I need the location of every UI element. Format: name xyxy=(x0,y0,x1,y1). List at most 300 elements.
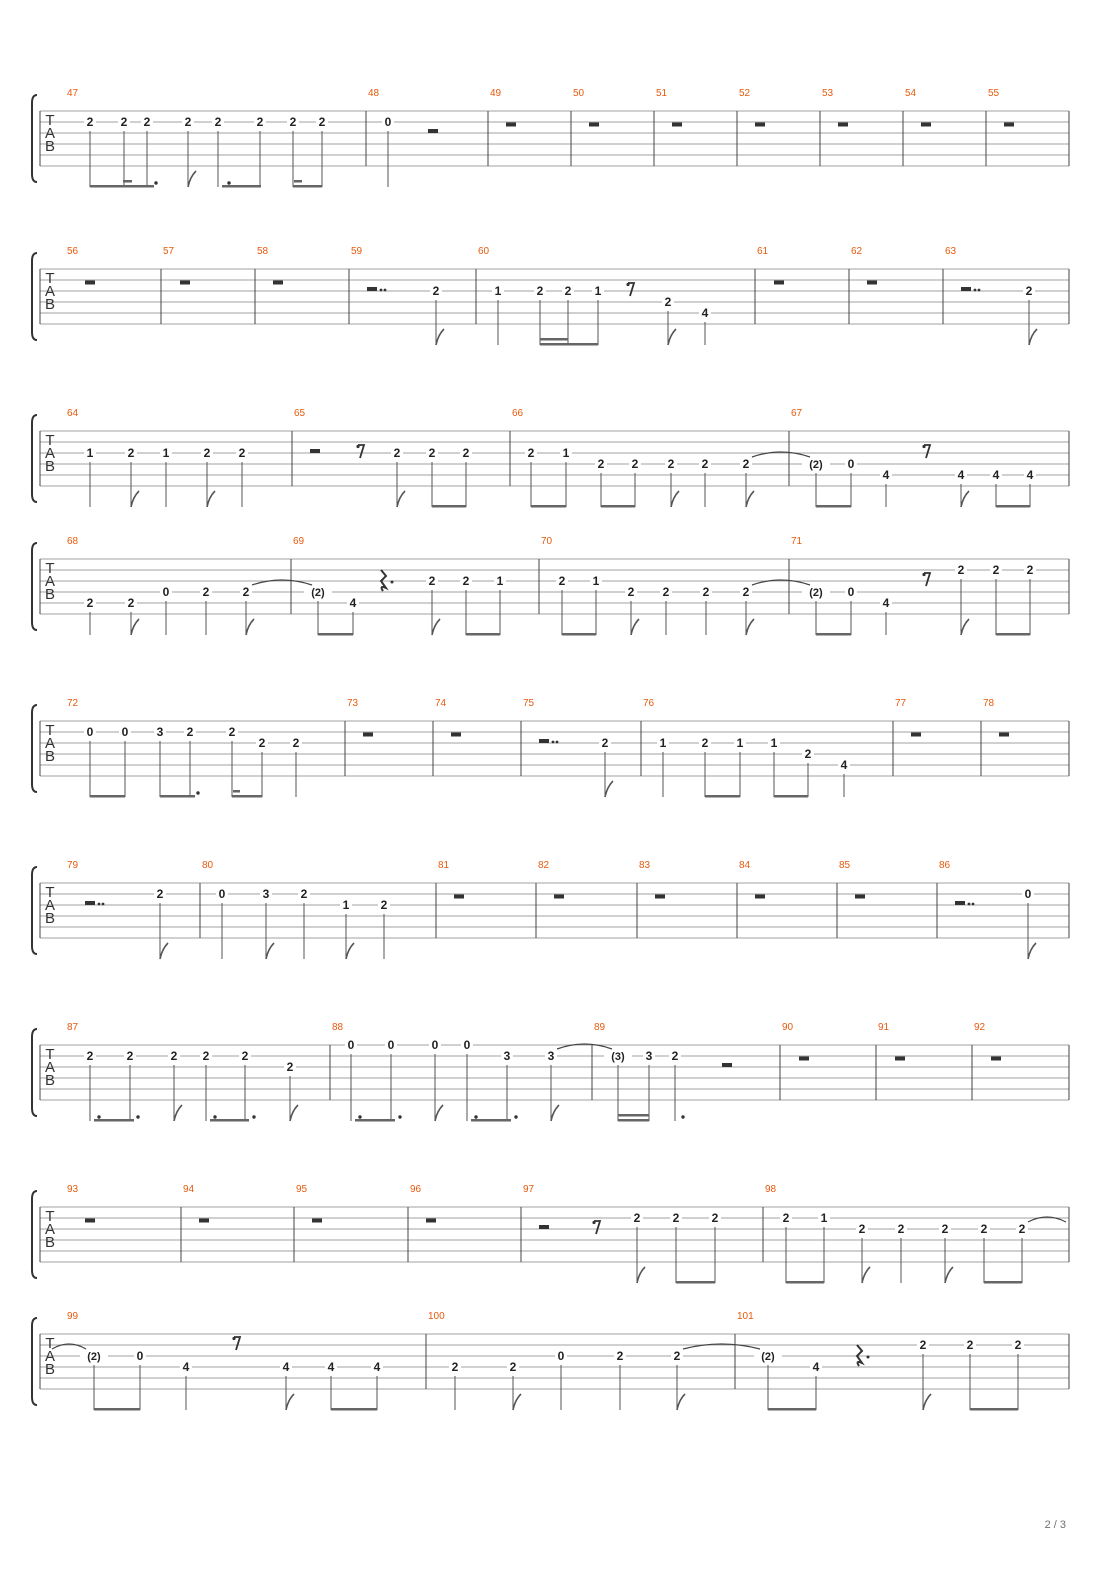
fret-number: 4 xyxy=(1026,468,1034,482)
beam xyxy=(816,633,851,636)
measure-number: 62 xyxy=(851,246,863,257)
sub-beam xyxy=(123,180,132,183)
rest-dot xyxy=(391,581,394,584)
fret-number: 2 xyxy=(202,585,210,599)
beam xyxy=(94,1119,134,1122)
measure-number: 99 xyxy=(67,1311,79,1322)
beam xyxy=(232,795,262,798)
measure-number: 91 xyxy=(878,1022,890,1033)
measure-52 xyxy=(739,88,820,166)
measure-68 xyxy=(67,536,312,635)
half-rest xyxy=(539,739,549,743)
measure-number: 54 xyxy=(905,88,917,99)
beam xyxy=(90,795,125,798)
measure-78 xyxy=(983,698,1069,776)
measure-58 xyxy=(257,246,349,324)
measure-number: 80 xyxy=(202,860,214,871)
fret-number: 2 xyxy=(380,898,388,912)
beam xyxy=(466,633,500,636)
eighth-flag xyxy=(551,1105,559,1121)
fret-number: 2 xyxy=(1014,1338,1022,1352)
tab-clef-letter: B xyxy=(44,296,56,313)
sub-beam xyxy=(233,790,240,793)
tab-system xyxy=(32,698,1069,798)
measure-69 xyxy=(293,536,539,636)
rest-dot xyxy=(972,903,975,906)
fret-number: 2 xyxy=(86,1049,94,1063)
tab-clef-letter: B xyxy=(44,748,56,765)
measure-number: 71 xyxy=(791,536,803,547)
fret-number: 2 xyxy=(120,115,128,129)
fret-number: 2 xyxy=(673,1349,681,1363)
tab-clef-letter: B xyxy=(44,1072,56,1089)
fret-number: 2 xyxy=(564,284,572,298)
fret-number: 2 xyxy=(980,1222,988,1236)
fret-number: 2 xyxy=(428,574,436,588)
eighth-flag xyxy=(961,619,969,635)
fret-number: 2 xyxy=(616,1349,624,1363)
fret-number: (2) xyxy=(761,1351,775,1363)
measure-72 xyxy=(67,698,345,798)
fret-number: 4 xyxy=(882,468,890,482)
fret-number: 2 xyxy=(941,1222,949,1236)
whole-rest xyxy=(911,733,921,737)
beam xyxy=(331,1408,377,1411)
whole-rest xyxy=(273,281,283,285)
whole-rest xyxy=(589,123,599,127)
measure-number: 101 xyxy=(737,1311,754,1322)
tab-clef-letter: B xyxy=(44,910,56,927)
beam xyxy=(94,1408,140,1411)
fret-number: 2 xyxy=(702,585,710,599)
fret-number: 1 xyxy=(494,284,502,298)
fret-number: 2 xyxy=(597,457,605,471)
rest-dot xyxy=(867,1356,870,1359)
measure-number: 77 xyxy=(895,698,907,709)
fret-number: 4 xyxy=(282,1360,290,1374)
fret-number: 2 xyxy=(186,725,194,739)
measure-82 xyxy=(538,860,637,938)
tab-clef-letter: T xyxy=(45,112,55,129)
fret-number: 1 xyxy=(736,736,744,750)
beam xyxy=(786,1281,824,1284)
eighth-flag xyxy=(677,1394,685,1410)
half-rest xyxy=(955,901,965,905)
fret-number: 2 xyxy=(701,736,709,750)
duration-dot xyxy=(398,1115,401,1118)
measure-101 xyxy=(737,1311,1069,1411)
duration-dot xyxy=(474,1115,477,1118)
fret-number: 2 xyxy=(462,574,470,588)
fret-number: 0 xyxy=(1024,887,1032,901)
fret-number: 2 xyxy=(428,446,436,460)
fret-number: 4 xyxy=(957,468,965,482)
beam xyxy=(601,505,635,508)
fret-number: (2) xyxy=(809,587,823,599)
fret-number: 2 xyxy=(558,574,566,588)
fret-number: 2 xyxy=(858,1222,866,1236)
measure-number: 50 xyxy=(573,88,585,99)
fret-number: 4 xyxy=(701,306,709,320)
rest-dot xyxy=(556,741,559,744)
beam xyxy=(816,505,851,508)
measure-number: 57 xyxy=(163,246,175,257)
measure-98 xyxy=(765,1184,1069,1284)
eighth-flag xyxy=(160,943,168,959)
whole-rest xyxy=(755,895,765,899)
fret-number: 4 xyxy=(840,758,848,772)
measure-67 xyxy=(791,408,1069,508)
whole-rest xyxy=(921,123,931,127)
rest-dot xyxy=(384,289,387,292)
fret-number: 2 xyxy=(1026,563,1034,577)
fret-number: 2 xyxy=(672,1211,680,1225)
tab-clef-letter: B xyxy=(44,458,56,475)
fret-number: 2 xyxy=(631,457,639,471)
measure-55 xyxy=(988,88,1069,166)
fret-number: 2 xyxy=(127,446,135,460)
fret-number: 1 xyxy=(86,446,94,460)
measure-53 xyxy=(822,88,903,166)
system-bracket xyxy=(32,1318,37,1405)
tab-system xyxy=(32,246,1069,346)
measure-56 xyxy=(67,246,161,324)
eighth-rest-head xyxy=(592,1221,595,1224)
duration-dot xyxy=(196,791,199,794)
beam xyxy=(768,1408,816,1411)
eighth-flag xyxy=(131,619,139,635)
measure-76 xyxy=(643,698,893,798)
fret-number: 2 xyxy=(527,446,535,460)
fret-number: 2 xyxy=(664,295,672,309)
measure-number: 95 xyxy=(296,1184,308,1195)
system-bracket xyxy=(32,543,37,630)
duration-dot xyxy=(97,1115,100,1118)
fret-number: 0 xyxy=(162,585,170,599)
fret-number: 1 xyxy=(496,574,504,588)
fret-number: (3) xyxy=(611,1051,625,1063)
fret-number: 2 xyxy=(292,736,300,750)
eighth-flag xyxy=(605,781,613,797)
eighth-flag xyxy=(862,1267,870,1283)
fret-number: 2 xyxy=(242,585,250,599)
fret-number: 2 xyxy=(509,1360,517,1374)
fret-number: 2 xyxy=(156,887,164,901)
system-bracket xyxy=(32,1191,37,1278)
measure-65 xyxy=(294,408,510,508)
fret-number: (2) xyxy=(809,459,823,471)
beam xyxy=(471,1119,511,1122)
measure-79 xyxy=(67,860,200,959)
beam xyxy=(90,185,154,188)
tab-system xyxy=(32,408,1069,508)
measure-number: 53 xyxy=(822,88,834,99)
measure-71 xyxy=(791,536,1069,636)
eighth-flag xyxy=(174,1105,182,1121)
eighth-flag xyxy=(923,1394,931,1410)
eighth-flag xyxy=(746,619,754,635)
whole-rest xyxy=(755,123,765,127)
fret-number: 3 xyxy=(547,1049,555,1063)
beam xyxy=(996,633,1030,636)
measure-number: 72 xyxy=(67,698,79,709)
fret-number: 2 xyxy=(957,563,965,577)
duration-dot xyxy=(136,1115,139,1118)
measure-number: 98 xyxy=(765,1184,777,1195)
page-number: 2 / 3 xyxy=(1044,1519,1066,1531)
half-rest xyxy=(367,287,377,291)
fret-number: 3 xyxy=(503,1049,511,1063)
whole-rest xyxy=(312,1219,322,1223)
whole-rest xyxy=(180,281,190,285)
fret-number: 2 xyxy=(742,585,750,599)
beam xyxy=(222,185,261,188)
fret-number: 4 xyxy=(349,596,357,610)
beam xyxy=(676,1281,715,1284)
measure-number: 68 xyxy=(67,536,79,547)
half-rest xyxy=(85,901,95,905)
fret-number: 2 xyxy=(782,1211,790,1225)
system-bracket xyxy=(32,1029,37,1116)
duration-dot xyxy=(227,181,230,184)
beam xyxy=(355,1119,395,1122)
measure-51 xyxy=(656,88,737,166)
beam xyxy=(996,505,1030,508)
measure-54 xyxy=(905,88,986,166)
rest-dot xyxy=(380,289,383,292)
fret-number: 1 xyxy=(562,446,570,460)
whole-rest xyxy=(363,733,373,737)
fret-number: 2 xyxy=(241,1049,249,1063)
eighth-flag xyxy=(435,1105,443,1121)
measure-77 xyxy=(895,698,981,776)
measure-57 xyxy=(163,246,255,324)
fret-number: 2 xyxy=(143,115,151,129)
measure-64 xyxy=(67,408,292,507)
duration-dot xyxy=(154,181,157,184)
fret-number: 3 xyxy=(156,725,164,739)
eighth-flag xyxy=(961,491,969,507)
beam xyxy=(984,1281,1022,1284)
eighth-flag xyxy=(671,491,679,507)
measure-number: 70 xyxy=(541,536,553,547)
beam xyxy=(618,1119,649,1122)
measure-number: 74 xyxy=(435,698,447,709)
fret-number: 2 xyxy=(919,1338,927,1352)
measure-61 xyxy=(757,246,849,324)
measure-number: 59 xyxy=(351,246,363,257)
tab-clef-letter: B xyxy=(44,1361,56,1378)
system-bracket xyxy=(32,253,37,340)
fret-number: 2 xyxy=(992,563,1000,577)
measure-93 xyxy=(67,1184,181,1262)
measure-number: 56 xyxy=(67,246,79,257)
fret-number: 1 xyxy=(659,736,667,750)
fret-number: 2 xyxy=(393,446,401,460)
fret-number: 2 xyxy=(671,1049,679,1063)
measure-number: 65 xyxy=(294,408,306,419)
tab-clef-letter: A xyxy=(44,125,56,142)
whole-rest xyxy=(85,281,95,285)
rest-dot xyxy=(552,741,555,744)
duration-dot xyxy=(213,1115,216,1118)
fret-number: 0 xyxy=(384,115,392,129)
rest-dot xyxy=(978,289,981,292)
measure-number: 73 xyxy=(347,698,359,709)
duration-dot xyxy=(252,1115,255,1118)
beam xyxy=(432,505,466,508)
measure-62 xyxy=(851,246,943,324)
beam xyxy=(705,795,740,798)
measure-number: 63 xyxy=(945,246,957,257)
measure-96 xyxy=(410,1184,521,1262)
tab-clef-letter: T xyxy=(45,1335,55,1352)
measure-number: 47 xyxy=(67,88,79,99)
tab-system xyxy=(32,1184,1069,1284)
tab-clef-letter: A xyxy=(44,897,56,914)
tab-clef-letter: T xyxy=(45,884,55,901)
fret-number: 2 xyxy=(214,115,222,129)
eighth-rest-head xyxy=(232,1337,235,1340)
fret-number: 2 xyxy=(228,725,236,739)
whole-rest xyxy=(426,1219,436,1223)
fret-number: 2 xyxy=(701,457,709,471)
eighth-flag xyxy=(131,491,139,507)
eighth-flag xyxy=(668,329,676,345)
fret-number: 4 xyxy=(812,1360,820,1374)
measure-number: 79 xyxy=(67,860,79,871)
eighth-flag xyxy=(246,619,254,635)
measure-87 xyxy=(67,1022,330,1122)
whole-rest xyxy=(506,123,516,127)
fret-number: 0 xyxy=(86,725,94,739)
eighth-flag xyxy=(1028,943,1036,959)
whole-rest xyxy=(554,895,564,899)
measure-number: 100 xyxy=(428,1311,445,1322)
whole-rest xyxy=(199,1219,209,1223)
measure-94 xyxy=(183,1184,294,1262)
half-rest xyxy=(722,1063,732,1067)
measure-100 xyxy=(428,1311,760,1410)
beam xyxy=(774,795,808,798)
whole-rest xyxy=(85,1219,95,1223)
tab-clef-letter: A xyxy=(44,1221,56,1238)
half-rest xyxy=(961,287,971,291)
rest-dot xyxy=(974,289,977,292)
fret-number: 0 xyxy=(136,1349,144,1363)
whole-rest xyxy=(838,123,848,127)
fret-number: 3 xyxy=(262,887,270,901)
measure-80 xyxy=(202,860,436,959)
measure-number: 88 xyxy=(332,1022,344,1033)
tab-system xyxy=(32,88,1069,188)
beam xyxy=(540,343,598,346)
tab-clef-letter: T xyxy=(45,560,55,577)
tab-clef-letter: T xyxy=(45,1208,55,1225)
measure-47 xyxy=(67,88,366,188)
whole-rest xyxy=(867,281,877,285)
eighth-rest-head xyxy=(626,283,629,286)
eighth-flag xyxy=(346,943,354,959)
tab-clef-letter: B xyxy=(44,138,56,155)
fret-number: 0 xyxy=(847,585,855,599)
measure-number: 93 xyxy=(67,1184,79,1195)
whole-rest xyxy=(991,1057,1001,1061)
measure-59 xyxy=(351,246,476,345)
whole-rest xyxy=(855,895,865,899)
fret-number: (2) xyxy=(87,1351,101,1363)
measure-number: 58 xyxy=(257,246,269,257)
duration-dot xyxy=(514,1115,517,1118)
fret-number: 2 xyxy=(86,115,94,129)
measure-number: 64 xyxy=(67,408,79,419)
measure-48 xyxy=(368,88,488,187)
eighth-rest-head xyxy=(356,445,359,448)
measure-49 xyxy=(490,88,571,166)
fret-number: 2 xyxy=(1025,284,1033,298)
fret-number: 4 xyxy=(373,1360,381,1374)
tab-clef-letter: B xyxy=(44,1234,56,1251)
fret-number: 2 xyxy=(462,446,470,460)
measure-83 xyxy=(639,860,737,938)
fret-number: 0 xyxy=(347,1038,355,1052)
eighth-flag xyxy=(286,1394,294,1410)
whole-rest xyxy=(672,123,682,127)
measure-70 xyxy=(541,536,810,636)
fret-number: (2) xyxy=(311,587,325,599)
tab-system xyxy=(32,860,1069,959)
tab-system xyxy=(32,536,1069,636)
eighth-flag xyxy=(207,491,215,507)
fret-number: 2 xyxy=(1018,1222,1026,1236)
measure-number: 86 xyxy=(939,860,951,871)
fret-number: 2 xyxy=(601,736,609,750)
whole-rest xyxy=(999,733,1009,737)
eighth-flag xyxy=(637,1267,645,1283)
measure-number: 55 xyxy=(988,88,1000,99)
eighth-flag xyxy=(746,491,754,507)
whole-rest xyxy=(774,281,784,285)
fret-number: 2 xyxy=(966,1338,974,1352)
fret-number: 2 xyxy=(451,1360,459,1374)
measure-number: 83 xyxy=(639,860,651,871)
measure-number: 82 xyxy=(538,860,550,871)
beam xyxy=(318,633,353,636)
fret-number: 4 xyxy=(327,1360,335,1374)
measure-75 xyxy=(523,698,641,797)
fret-number: 2 xyxy=(662,585,670,599)
fret-number: 2 xyxy=(256,115,264,129)
whole-rest xyxy=(799,1057,809,1061)
measure-95 xyxy=(296,1184,408,1262)
measure-63 xyxy=(945,246,1069,345)
fret-number: 2 xyxy=(318,115,326,129)
measure-number: 85 xyxy=(839,860,851,871)
rest-dot xyxy=(968,903,971,906)
tab-system xyxy=(32,1311,1069,1411)
fret-number: 2 xyxy=(127,596,135,610)
measure-84 xyxy=(739,860,837,938)
fret-number: 2 xyxy=(432,284,440,298)
eighth-flag xyxy=(513,1394,521,1410)
tab-clef-letter: A xyxy=(44,1059,56,1076)
fret-number: 2 xyxy=(804,747,812,761)
eighth-rest-head xyxy=(922,573,925,576)
fret-number: 0 xyxy=(431,1038,439,1052)
rest-dot xyxy=(102,903,105,906)
measure-number: 78 xyxy=(983,698,995,709)
whole-rest xyxy=(655,895,665,899)
